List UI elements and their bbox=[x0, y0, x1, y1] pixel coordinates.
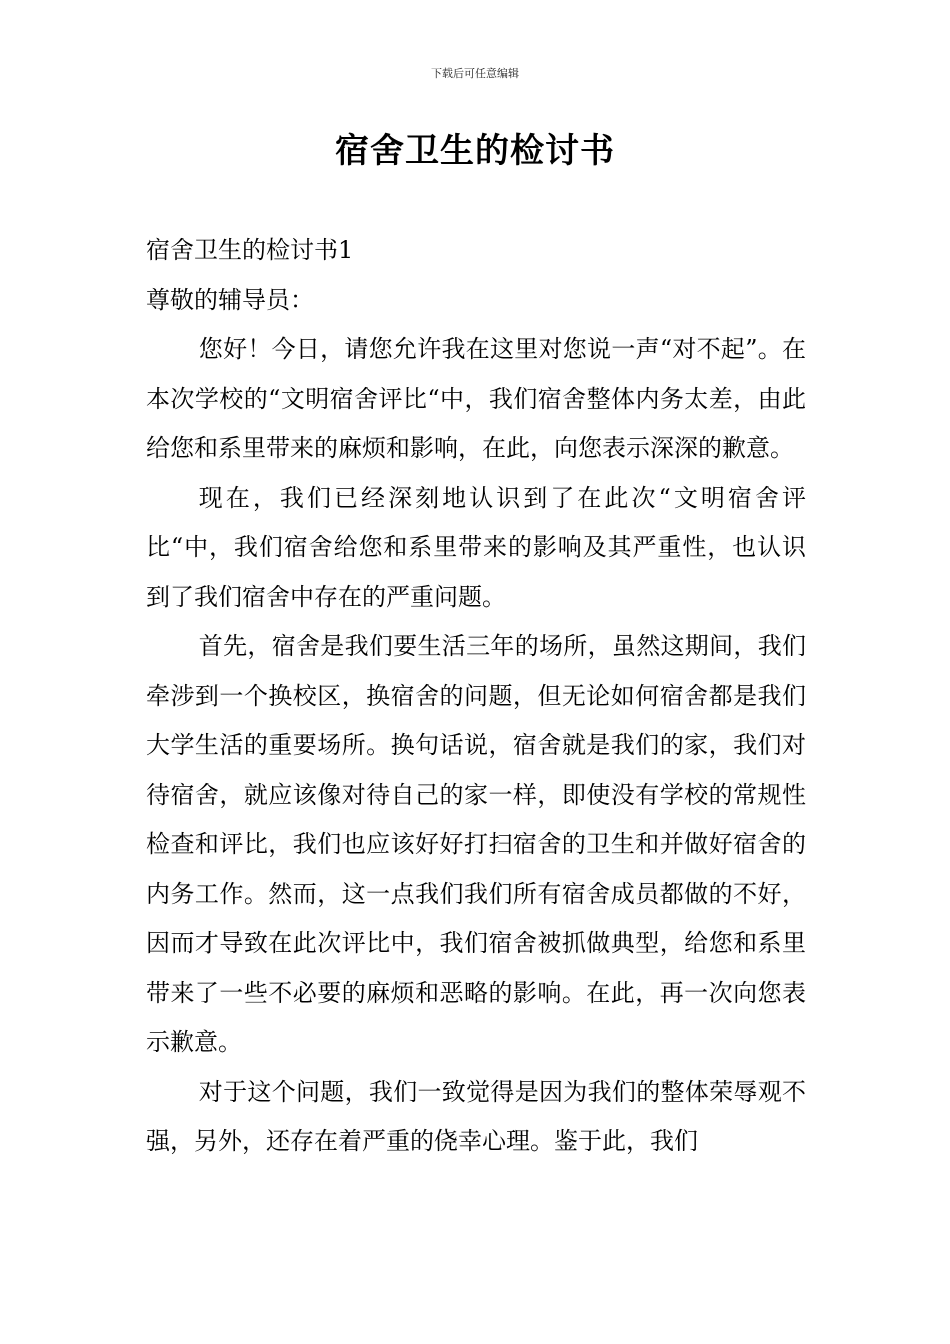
salutation: 尊敬的辅导员： bbox=[146, 285, 314, 314]
paragraph: 您好！今日，请您允许我在这里对您说一声“对不起”。在本次学校的“文明宿舍评比“中，我们宿舍整体内务太差，由此给您和系里带来的麻烦和影响，在此，向您表示深深的歉意。 bbox=[146, 335, 806, 462]
document-title: 宿舍卫生的检讨书 bbox=[335, 131, 615, 171]
document-body bbox=[146, 226, 806, 1167]
section-subtitle: 宿舍卫生的检讨书1 bbox=[146, 236, 354, 264]
header-note: 下载后可任意编辑 bbox=[431, 67, 519, 80]
paragraph: 对于这个问题，我们一致觉得是因为我们的整体荣辱观不强，另外，还存在着严重的侥幸心理。鉴于此，我们 bbox=[146, 1077, 806, 1155]
paragraph: 首先，宿舍是我们要生活三年的场所，虽然这期间，我们牵涉到一个换校区，换宿舍的问题，但无论如何宿舍都是我们大学生活的重要场所。换句话说，宿舍就是我们的家，我们对待宿舍，就应该像对待自己的家一样，即使没有学校的常规性检查和评比，我们也应该好好打扫宿舍的卫生和并做好宿舍的内务工作。然而，这一点我们我们所有宿舍成员都做的不好，因而才导致在此次评比中，我们宿舍被抓做典型，给您和系里带来了一些不必要的麻烦和恶略的影响。在此，再一次向您表示歉意。 bbox=[146, 632, 806, 1056]
paragraph: 现在，我们已经深刻地认识到了在此次“文明宿舍评比“中，我们宿舍给您和系里带来的影响及其严重性，也认识到了我们宿舍中存在的严重问题。 bbox=[146, 483, 806, 611]
